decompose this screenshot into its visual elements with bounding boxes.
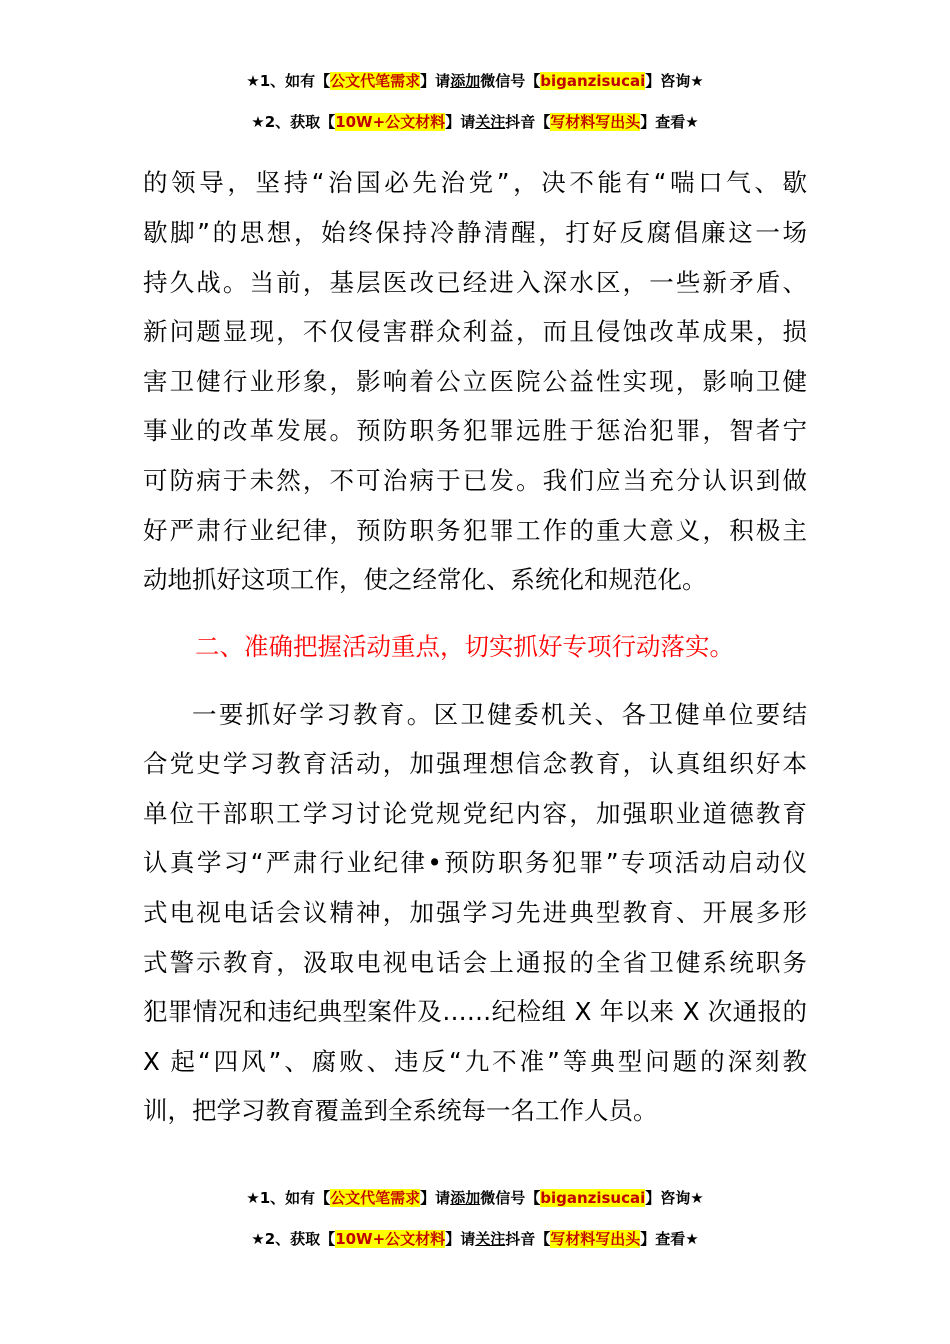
banner-highlight: 公文代笔需求 xyxy=(330,72,421,90)
banner-text: 】咨询★ xyxy=(645,72,704,90)
banner-text: ★2、获取【 xyxy=(251,113,336,131)
banner-highlight: 公文代笔需求 xyxy=(330,1189,421,1207)
banner-underlined-text: 添加 xyxy=(450,1189,481,1207)
banner-underlined-text: 关注 xyxy=(475,113,506,131)
paragraph-line: 式警示教育，汲取电视电话会上通报的全省卫健系统职务 xyxy=(143,948,807,977)
banner-underlined-text: 添加 xyxy=(450,72,481,90)
paragraph-line: 新问题显现，不仅侵害群众利益，而且侵蚀改革成果，损 xyxy=(143,317,807,346)
paragraph-line: 训，把学习教育覆盖到全系统每一名工作人员。 xyxy=(143,1096,658,1125)
paragraph-line: 的领导，坚持“治国必先治党”，决不能有“喘口气、歇 xyxy=(143,168,807,197)
banner-highlight-douyin-id: 写材料写出头 xyxy=(550,113,641,131)
paragraph-line: 持久战。当前，基层医改已经进入深水区，一些新矛盾、 xyxy=(143,268,807,297)
banner-text: 抖音【 xyxy=(505,1230,551,1248)
paragraph-line: X 起“四风”、腐败、违反“九不准”等典型问题的深刻教 xyxy=(143,1047,807,1076)
section-heading: 二、准确把握活动重点，切实抓好专项行动落实。 xyxy=(195,632,734,661)
paragraph-line: 可防病于未然，不可治病于已发。我们应当充分认识到做 xyxy=(143,466,807,495)
banner-highlight: 10W+公文材料 xyxy=(335,1230,446,1248)
paragraph-line: 犯罪情况和违纪典型案件及……纪检组 X 年以来 X 次通报的 xyxy=(143,997,807,1026)
banner-highlight-douyin-id: 写材料写出头 xyxy=(550,1230,641,1248)
paragraph-line: 单位干部职工学习讨论党规党纪内容，加强职业道德教育 xyxy=(143,799,807,828)
footer-banner-line-2 xyxy=(0,1228,950,1250)
paragraph-line: 好严肃行业纪律，预防职务犯罪工作的重大意义，积极主 xyxy=(143,516,807,545)
header-banner-line-2 xyxy=(0,111,950,133)
paragraph-line: 动地抓好这项工作，使之经常化、系统化和规范化。 xyxy=(143,565,707,594)
banner-underlined-text: 关注 xyxy=(475,1230,506,1248)
banner-text: ★1、如有【 xyxy=(246,1189,331,1207)
paragraph-line: 一要抓好学习教育。区卫健委机关、各卫健单位要结 xyxy=(192,700,807,729)
banner-text: 】查看★ xyxy=(640,1230,699,1248)
header-banner-line-1 xyxy=(0,70,950,92)
banner-text: 】请 xyxy=(420,1189,451,1207)
banner-text: 微信号【 xyxy=(480,1189,541,1207)
footer-banner-line-1 xyxy=(0,1187,950,1209)
banner-text: 】查看★ xyxy=(640,113,699,131)
banner-highlight: 10W+公文材料 xyxy=(335,113,446,131)
paragraph-line: 害卫健行业形象，影响着公立医院公益性实现，影响卫健 xyxy=(143,367,807,396)
paragraph-line: 事业的改革发展。预防职务犯罪远胜于惩治犯罪，智者宁 xyxy=(143,416,807,445)
banner-text: 】请 xyxy=(445,1230,476,1248)
banner-text: ★2、获取【 xyxy=(251,1230,336,1248)
banner-text: 微信号【 xyxy=(480,72,541,90)
paragraph-line: 式电视电话会议精神，加强学习先进典型教育、开展多形 xyxy=(143,898,807,927)
banner-text: 】请 xyxy=(420,72,451,90)
banner-text: 抖音【 xyxy=(505,113,551,131)
paragraph-line: 歇脚”的思想，始终保持冷静清醒，打好反腐倡廉这一场 xyxy=(143,218,807,247)
banner-text: ★1、如有【 xyxy=(246,72,331,90)
paragraph-line: 合党史学习教育活动，加强理想信念教育，认真组织好本 xyxy=(143,749,807,778)
banner-highlight-wechat-id: biganzisucai xyxy=(540,72,646,90)
banner-text: 】咨询★ xyxy=(645,1189,704,1207)
paragraph-line: 认真学习“严肃行业纪律•预防职务犯罪”专项活动启动仪 xyxy=(143,848,807,877)
banner-text: 】请 xyxy=(445,113,476,131)
banner-highlight-wechat-id: biganzisucai xyxy=(540,1189,646,1207)
